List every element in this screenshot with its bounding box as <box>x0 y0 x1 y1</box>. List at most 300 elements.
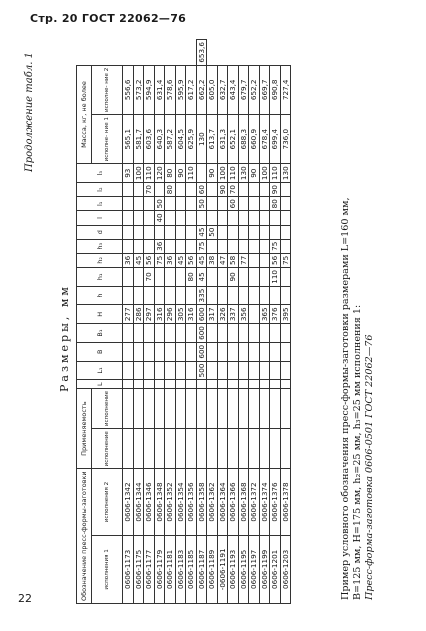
table-cell: 93 <box>123 164 134 183</box>
table-cell: 326 <box>217 305 228 324</box>
table-cell <box>228 225 239 239</box>
table-cell: 60 <box>228 197 239 211</box>
table-cell: 660,9 <box>249 115 260 164</box>
table-cell <box>165 324 176 343</box>
table-row <box>123 40 134 604</box>
table-cell: 45 <box>196 268 207 287</box>
table-cell <box>228 211 239 225</box>
table-cell: 120 <box>154 164 165 183</box>
table-cell <box>249 225 260 239</box>
table-cell: 130 <box>238 164 249 183</box>
table-cell <box>238 286 249 305</box>
table-cell <box>217 197 228 211</box>
table-cell: 60 <box>196 183 207 197</box>
table-cell <box>175 239 186 253</box>
table-cell: 605,0 <box>207 65 218 114</box>
table-cell: 47 <box>217 253 228 267</box>
table-cell <box>123 429 134 469</box>
table-cell <box>154 324 165 343</box>
table-cell <box>165 361 176 380</box>
table-cell <box>238 183 249 197</box>
table-cell <box>144 197 155 211</box>
table-cell <box>133 380 144 389</box>
table-cell: 0606-1342 <box>123 469 134 535</box>
table-cell <box>207 388 218 428</box>
table-cell <box>144 361 155 380</box>
table-cell: 90 <box>228 268 239 287</box>
table-cell <box>270 342 281 361</box>
table-cell: 679,7 <box>238 65 249 114</box>
table-cell <box>165 225 176 239</box>
header-l1: l₁ <box>77 197 123 211</box>
table-cell <box>280 342 291 361</box>
table-cell <box>217 268 228 287</box>
table-cell <box>217 286 228 305</box>
table-cell: 100 <box>217 164 228 183</box>
mass-header: Масса, кг, не более <box>77 65 92 164</box>
table-row <box>144 40 155 604</box>
table-cell: 662,2 <box>196 65 207 114</box>
table-cell <box>259 361 270 380</box>
table-cell: 600 <box>196 324 207 343</box>
table-cell: 45 <box>175 253 186 267</box>
table-cell: 56 <box>186 253 197 267</box>
header-h1: h₁ <box>77 268 123 287</box>
table-cell <box>217 361 228 380</box>
table-cell <box>123 380 134 389</box>
table-cell <box>238 429 249 469</box>
table-cell: 0606-1368 <box>238 469 249 535</box>
table-cell: 0606-1185 <box>186 535 197 603</box>
table-cell <box>228 361 239 380</box>
table-cell <box>154 388 165 428</box>
table-cell <box>165 211 176 225</box>
table-cell: 100 <box>259 164 270 183</box>
header-l2: l₂ <box>77 183 123 197</box>
table-cell <box>133 197 144 211</box>
table-cell <box>228 429 239 469</box>
table-cell: 643,4 <box>228 65 239 114</box>
table-cell: 0606-1199 <box>259 535 270 603</box>
table-cell <box>270 361 281 380</box>
table-cell: 578,6 <box>165 65 176 114</box>
table-cell <box>259 268 270 287</box>
table-cell: 0606-1179 <box>154 535 165 603</box>
table-cell <box>280 225 291 239</box>
table-cell <box>270 324 281 343</box>
table-cell: 0606-1173 <box>123 535 134 603</box>
table-cell <box>270 388 281 428</box>
table-cell <box>154 342 165 361</box>
header-H: H <box>77 305 123 324</box>
table-cell <box>280 361 291 380</box>
table-cell <box>280 380 291 389</box>
table-cell: 80 <box>165 164 176 183</box>
table-cell: 38 <box>207 253 218 267</box>
table-cell <box>186 388 197 428</box>
table-cell <box>165 286 176 305</box>
table-cell: 110 <box>270 268 281 287</box>
table-cell <box>238 197 249 211</box>
table-cell <box>123 211 134 225</box>
table-cell <box>217 388 228 428</box>
table-cell: 80 <box>165 183 176 197</box>
table-row <box>280 40 291 604</box>
table-cell <box>133 342 144 361</box>
footnote-line-1: Пример условного обозначения пресс-формы-заготовки размерами L=160 мм, <box>340 197 351 600</box>
table-cell: 690,8 <box>270 65 281 114</box>
table-cell <box>186 429 197 469</box>
table-cell <box>270 225 281 239</box>
table-cell <box>207 197 218 211</box>
table-cell <box>175 268 186 287</box>
table-cell <box>133 183 144 197</box>
table-cell: 90 <box>270 183 281 197</box>
table-cell <box>186 197 197 211</box>
header-l3: l₃ <box>77 164 123 183</box>
table-cell: 36 <box>154 239 165 253</box>
table-row <box>270 40 281 604</box>
table-cell: 50 <box>196 197 207 211</box>
table-cell <box>175 183 186 197</box>
table-cell: 90 <box>249 164 260 183</box>
table-cell: 395 <box>280 305 291 324</box>
table-cell <box>207 380 218 389</box>
table-cell: 56 <box>270 253 281 267</box>
table-cell <box>123 239 134 253</box>
table-cell <box>186 361 197 380</box>
table-cell: 75 <box>154 253 165 267</box>
header-h: h <box>77 286 123 305</box>
table-cell <box>217 211 228 225</box>
table-cell: 603,6 <box>144 115 155 164</box>
table-cell: 45 <box>133 253 144 267</box>
table-cell: 50 <box>154 197 165 211</box>
table-cell <box>175 380 186 389</box>
table-cell: 110 <box>186 164 197 183</box>
table-cell <box>217 380 228 389</box>
table-cell: 90 <box>175 164 186 183</box>
table-cell <box>280 211 291 225</box>
table-cell <box>154 429 165 469</box>
table-cell <box>207 268 218 287</box>
table-cell <box>249 324 260 343</box>
table-cell: 0606-1352 <box>165 469 176 535</box>
table-cell: 565,1 <box>123 115 134 164</box>
table-cell: 90 <box>207 164 218 183</box>
table-cell <box>133 324 144 343</box>
dimensions-caption: Размеры, мм <box>58 284 71 392</box>
table-cell: 0606-1364 <box>217 469 228 535</box>
table-cell <box>249 286 260 305</box>
table-cell: 0606-1183 <box>175 535 186 603</box>
table-cell: 594,9 <box>144 65 155 114</box>
table-cell <box>238 268 249 287</box>
footnote-line-2: B=125 мм, H=175 мм, h₂=25 мм, h₃=25 мм исполнения 1: <box>352 304 363 600</box>
table-cell <box>123 286 134 305</box>
table-cell: 669,7 <box>259 65 270 114</box>
table-cell <box>259 429 270 469</box>
table-cell <box>249 380 260 389</box>
table-cell <box>238 211 249 225</box>
page-header: Стр. 20 ГОСТ 22062—76 <box>30 12 187 25</box>
table-cell: 0606-1177 <box>144 535 155 603</box>
table-cell: 0606-1195 <box>238 535 249 603</box>
table-cell <box>175 361 186 380</box>
table-cell: 0606-1376 <box>270 469 281 535</box>
table-cell <box>259 342 270 361</box>
table-cell <box>238 225 249 239</box>
table-cell <box>133 239 144 253</box>
table-cell: 0606-1362 <box>207 469 218 535</box>
table-cell <box>207 211 218 225</box>
table-cell <box>133 429 144 469</box>
table-cell: 699,4 <box>270 115 281 164</box>
table-cell <box>249 183 260 197</box>
table-header-row <box>77 40 92 604</box>
table-cell: 500 <box>196 361 207 380</box>
table-cell <box>165 342 176 361</box>
table-cell: 0606-1358 <box>196 469 207 535</box>
table-cell <box>280 429 291 469</box>
table-cell <box>280 239 291 253</box>
table-cell <box>217 239 228 253</box>
table-cell <box>175 225 186 239</box>
table-cell <box>123 225 134 239</box>
table-cell: 613,7 <box>207 115 218 164</box>
table-cell: 36 <box>165 253 176 267</box>
table-cell <box>228 380 239 389</box>
table-cell: 0606-1354 <box>175 469 186 535</box>
table-cell: 36 <box>123 253 134 267</box>
table-row <box>133 40 144 604</box>
header-l: l <box>77 211 123 225</box>
table-cell <box>249 268 260 287</box>
table-cell: 632,7 <box>217 65 228 114</box>
table-cell: 316 <box>186 305 197 324</box>
table-cell <box>249 211 260 225</box>
table-cell <box>207 183 218 197</box>
table-row <box>165 40 176 604</box>
table-cell <box>280 183 291 197</box>
table-cell <box>123 324 134 343</box>
table-cell: 600 <box>196 342 207 361</box>
table-cell <box>249 342 260 361</box>
table-cell: 335 <box>196 286 207 305</box>
table-row <box>217 40 228 604</box>
table-cell <box>186 183 197 197</box>
table-cell <box>123 342 134 361</box>
table-cell <box>228 286 239 305</box>
dimensions-table <box>76 39 291 604</box>
table-cell: 556,6 <box>123 65 134 114</box>
table-cell <box>238 342 249 361</box>
table-cell: 617,2 <box>186 65 197 114</box>
table-cell <box>280 324 291 343</box>
table-cell <box>228 239 239 253</box>
table-cell: 0606-1366 <box>228 469 239 535</box>
table-cell <box>186 211 197 225</box>
table-cell <box>238 239 249 253</box>
table-cell: 0606-1203 <box>280 535 291 603</box>
applicability-header: Применяемость <box>77 388 92 468</box>
table-cell <box>249 361 260 380</box>
table-cell <box>175 429 186 469</box>
table-cell <box>196 380 207 389</box>
table-cell: 600 <box>196 305 207 324</box>
table-cell: 110 <box>144 164 155 183</box>
table-cell: 0606-1344 <box>133 469 144 535</box>
table-cell: 296 <box>165 305 176 324</box>
table-cell: 0606-1348 <box>154 469 165 535</box>
table-cell <box>249 429 260 469</box>
table-cell: 0606-1372 <box>249 469 260 535</box>
table-cell <box>259 253 270 267</box>
table-cell <box>259 183 270 197</box>
table-cell <box>207 324 218 343</box>
table-cell: 80 <box>270 197 281 211</box>
table-cell <box>259 211 270 225</box>
table-cell <box>175 324 186 343</box>
table-cell: 58 <box>228 253 239 267</box>
table-cell <box>217 342 228 361</box>
table-cell <box>175 211 186 225</box>
table-cell <box>154 286 165 305</box>
table-cell <box>207 286 218 305</box>
table-body <box>123 40 291 604</box>
table-cell: 0606-1201 <box>270 535 281 603</box>
table-cell: 305 <box>175 305 186 324</box>
table-cell: 688,3 <box>238 115 249 164</box>
table-cell <box>123 268 134 287</box>
table-cell: 75 <box>280 253 291 267</box>
table-cell <box>133 268 144 287</box>
table-cell: 75 <box>270 239 281 253</box>
table-row <box>196 40 207 604</box>
table-cell: 376 <box>270 305 281 324</box>
table-cell: 100 <box>133 164 144 183</box>
table-cell <box>144 324 155 343</box>
table-cell <box>217 429 228 469</box>
table-cell <box>175 342 186 361</box>
table-cell <box>186 286 197 305</box>
table-cell <box>238 324 249 343</box>
table-cell <box>154 380 165 389</box>
table-cell: 631,3 <box>217 115 228 164</box>
exec1-header: исполнения 1 <box>92 535 123 603</box>
table-cell <box>228 388 239 428</box>
table-cell: 75 <box>196 239 207 253</box>
table-cell: 736,0 <box>280 115 291 164</box>
table-cell: 130 <box>280 164 291 183</box>
table-cell <box>123 388 134 428</box>
table-cell: 595,9 <box>175 65 186 114</box>
table-cell: 70 <box>144 183 155 197</box>
table-cell <box>249 197 260 211</box>
table-cell <box>196 211 207 225</box>
header-d: d <box>77 225 123 239</box>
rotated-page-content <box>18 12 410 612</box>
table-cell <box>270 380 281 389</box>
table-cell: 317 <box>207 305 218 324</box>
table-cell <box>154 361 165 380</box>
table-cell: -0606-1191 <box>217 535 228 603</box>
table-cell <box>133 286 144 305</box>
table-cell: 573,2 <box>133 65 144 114</box>
table-cell <box>175 388 186 428</box>
table-cell: 0606-1181 <box>165 535 176 603</box>
table-cell <box>123 361 134 380</box>
table-cell <box>238 388 249 428</box>
table-cell <box>165 388 176 428</box>
table-cell: 130 <box>196 115 207 164</box>
table-cell: 110 <box>228 164 239 183</box>
table-cell <box>186 342 197 361</box>
table-cell <box>133 211 144 225</box>
table-cell: 45 <box>196 253 207 267</box>
table-cell: 110 <box>270 164 281 183</box>
table-cell <box>144 388 155 428</box>
table-cell <box>186 225 197 239</box>
table-cell <box>207 361 218 380</box>
table-continuation-label: Продолжение табл. 1 <box>24 52 35 172</box>
table-cell <box>217 225 228 239</box>
table-cell <box>186 239 197 253</box>
table-cell <box>144 342 155 361</box>
table-cell: 652,1 <box>228 115 239 164</box>
header-L: L <box>77 380 123 389</box>
exec2-header: исполнения 2 <box>92 469 123 535</box>
table-row <box>259 40 270 604</box>
applicability-1-header: исполнение <box>92 429 123 469</box>
table-cell <box>259 197 270 211</box>
table-row <box>154 40 165 604</box>
table-cell <box>228 324 239 343</box>
table-cell: 297 <box>144 305 155 324</box>
table-cell <box>196 429 207 469</box>
table-cell <box>280 197 291 211</box>
table-cell <box>238 380 249 389</box>
table-cell <box>280 286 291 305</box>
table-cell: 604,5 <box>175 115 186 164</box>
table-cell <box>270 429 281 469</box>
table-cell <box>144 239 155 253</box>
table-cell: 50 <box>207 225 218 239</box>
table-cell <box>207 429 218 469</box>
table-cell: 316 <box>154 305 165 324</box>
table-cell: 80 <box>186 268 197 287</box>
table-cell <box>217 324 228 343</box>
table-cell <box>123 183 134 197</box>
table-cell <box>175 197 186 211</box>
table-cell: 337 <box>228 305 239 324</box>
table-cell <box>280 268 291 287</box>
table-cell <box>249 305 260 324</box>
table-cell: 652,2 <box>249 65 260 114</box>
table-cell <box>249 239 260 253</box>
table-cell: 70 <box>228 183 239 197</box>
page-number: 22 <box>18 592 32 605</box>
table-cell <box>270 286 281 305</box>
table-row <box>238 40 249 604</box>
footnote-line-3: Пресс-форма-заготовка 0606-0501 ГОСТ 22062—76 <box>364 334 375 600</box>
footnote <box>340 20 376 600</box>
mass-exec1-header: исполне- ние 1 <box>92 115 123 164</box>
table-cell: 678,4 <box>259 115 270 164</box>
table-cell <box>144 429 155 469</box>
table-cell <box>259 239 270 253</box>
table-cell: 0606-1175 <box>133 535 144 603</box>
